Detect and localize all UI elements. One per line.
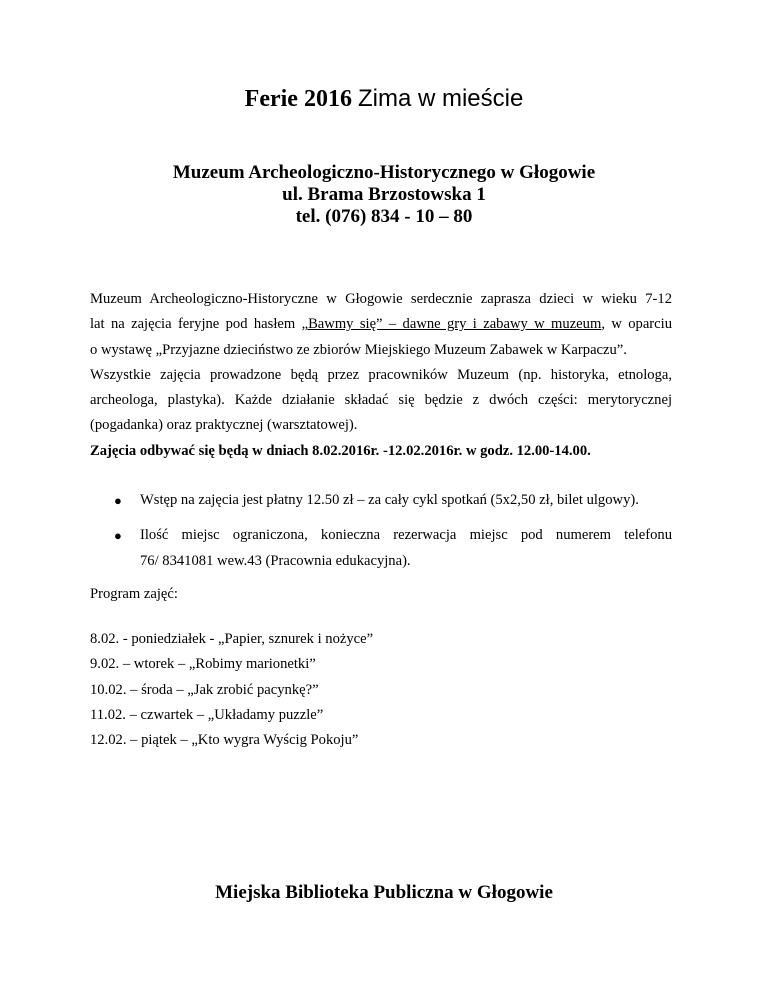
intro-line: [90, 312, 672, 337]
bullet-line: 76/ 8341081 wew.43 (Pracownia edukacyjna).: [140, 552, 411, 569]
intro-paragraph: [90, 287, 672, 464]
intro-text: , w oparciu: [601, 316, 672, 333]
bullet-line: Wstęp na zajęcia jest płatny 12.50 zł – za cały cykl spotkań (5x2,50 zł, bilet ulgowy).: [140, 492, 639, 508]
page-title: [0, 84, 768, 114]
event-slogan: „Bawmy się” – dawne gry i zabawy w muzeum: [301, 316, 602, 333]
museum-phone: tel. (076) 834 - 10 – 80: [295, 206, 473, 227]
title-bold: Ferie 2016: [244, 86, 352, 112]
program-label: Program zajęć:: [90, 586, 178, 602]
intro-line: Wszystkie zajęcia prowadzone będą przez pracowników Muzeum (np. historyka, etnologa,: [90, 366, 672, 383]
bullet-icon: ●: [114, 528, 122, 544]
program-item: 12.02. – piątek – „Kto wygra Wyścig Pokoju”: [90, 732, 359, 749]
list-item: [90, 523, 672, 574]
info-bullet-list: [90, 488, 672, 584]
program-item: 8.02. - poniedziałek - „Papier, sznurek i nożyce”: [90, 631, 374, 647]
program-list: [90, 627, 373, 753]
event-dates: Zajęcia odbywać się będą w dniach 8.02.2016r. -12.02.2016r. w godz. 12.00-14.00.: [90, 442, 591, 459]
intro-line: o wystawę „Przyjazne dzieciństwo ze zbiorów Miejskiego Muzeum Zabawek w Karpaczu”.: [90, 341, 627, 358]
program-item: 10.02. – środa – „Jak zrobić pacynkę?”: [90, 681, 319, 698]
museum-address: ul. Brama Brzostowska 1: [282, 184, 486, 205]
intro-line: archeologa, plastyka). Każde działanie składać się będzie z dwóch części: merytorycznej: [90, 392, 672, 409]
list-item: [90, 488, 672, 513]
intro-line: Muzeum Archeologiczno-Historyczne w Głogowie serdecznie zaprasza dzieci w wieku 7-12: [90, 291, 672, 307]
intro-text: lat na zajęcia feryjne pod hasłem: [90, 316, 302, 333]
bullet-icon: ●: [114, 493, 122, 508]
intro-line: (pogadanka) oraz praktycznej (warsztatowej).: [90, 417, 358, 434]
museum-header: [0, 162, 768, 228]
bullet-line: Ilość miejsc ograniczona, konieczna rezerwacja miejsc pod numerem telefonu: [140, 527, 672, 544]
program-item: 9.02. – wtorek – „Robimy marionetki”: [90, 656, 316, 673]
program-item: 11.02. – czwartek – „Układamy puzzle”: [90, 706, 324, 723]
museum-name: Muzeum Archeologiczno-Historycznego w Głogowie: [172, 162, 596, 183]
title-plain: Zima w mieście: [357, 85, 524, 112]
library-heading: Miejska Biblioteka Publiczna w Głogowie: [215, 882, 553, 903]
